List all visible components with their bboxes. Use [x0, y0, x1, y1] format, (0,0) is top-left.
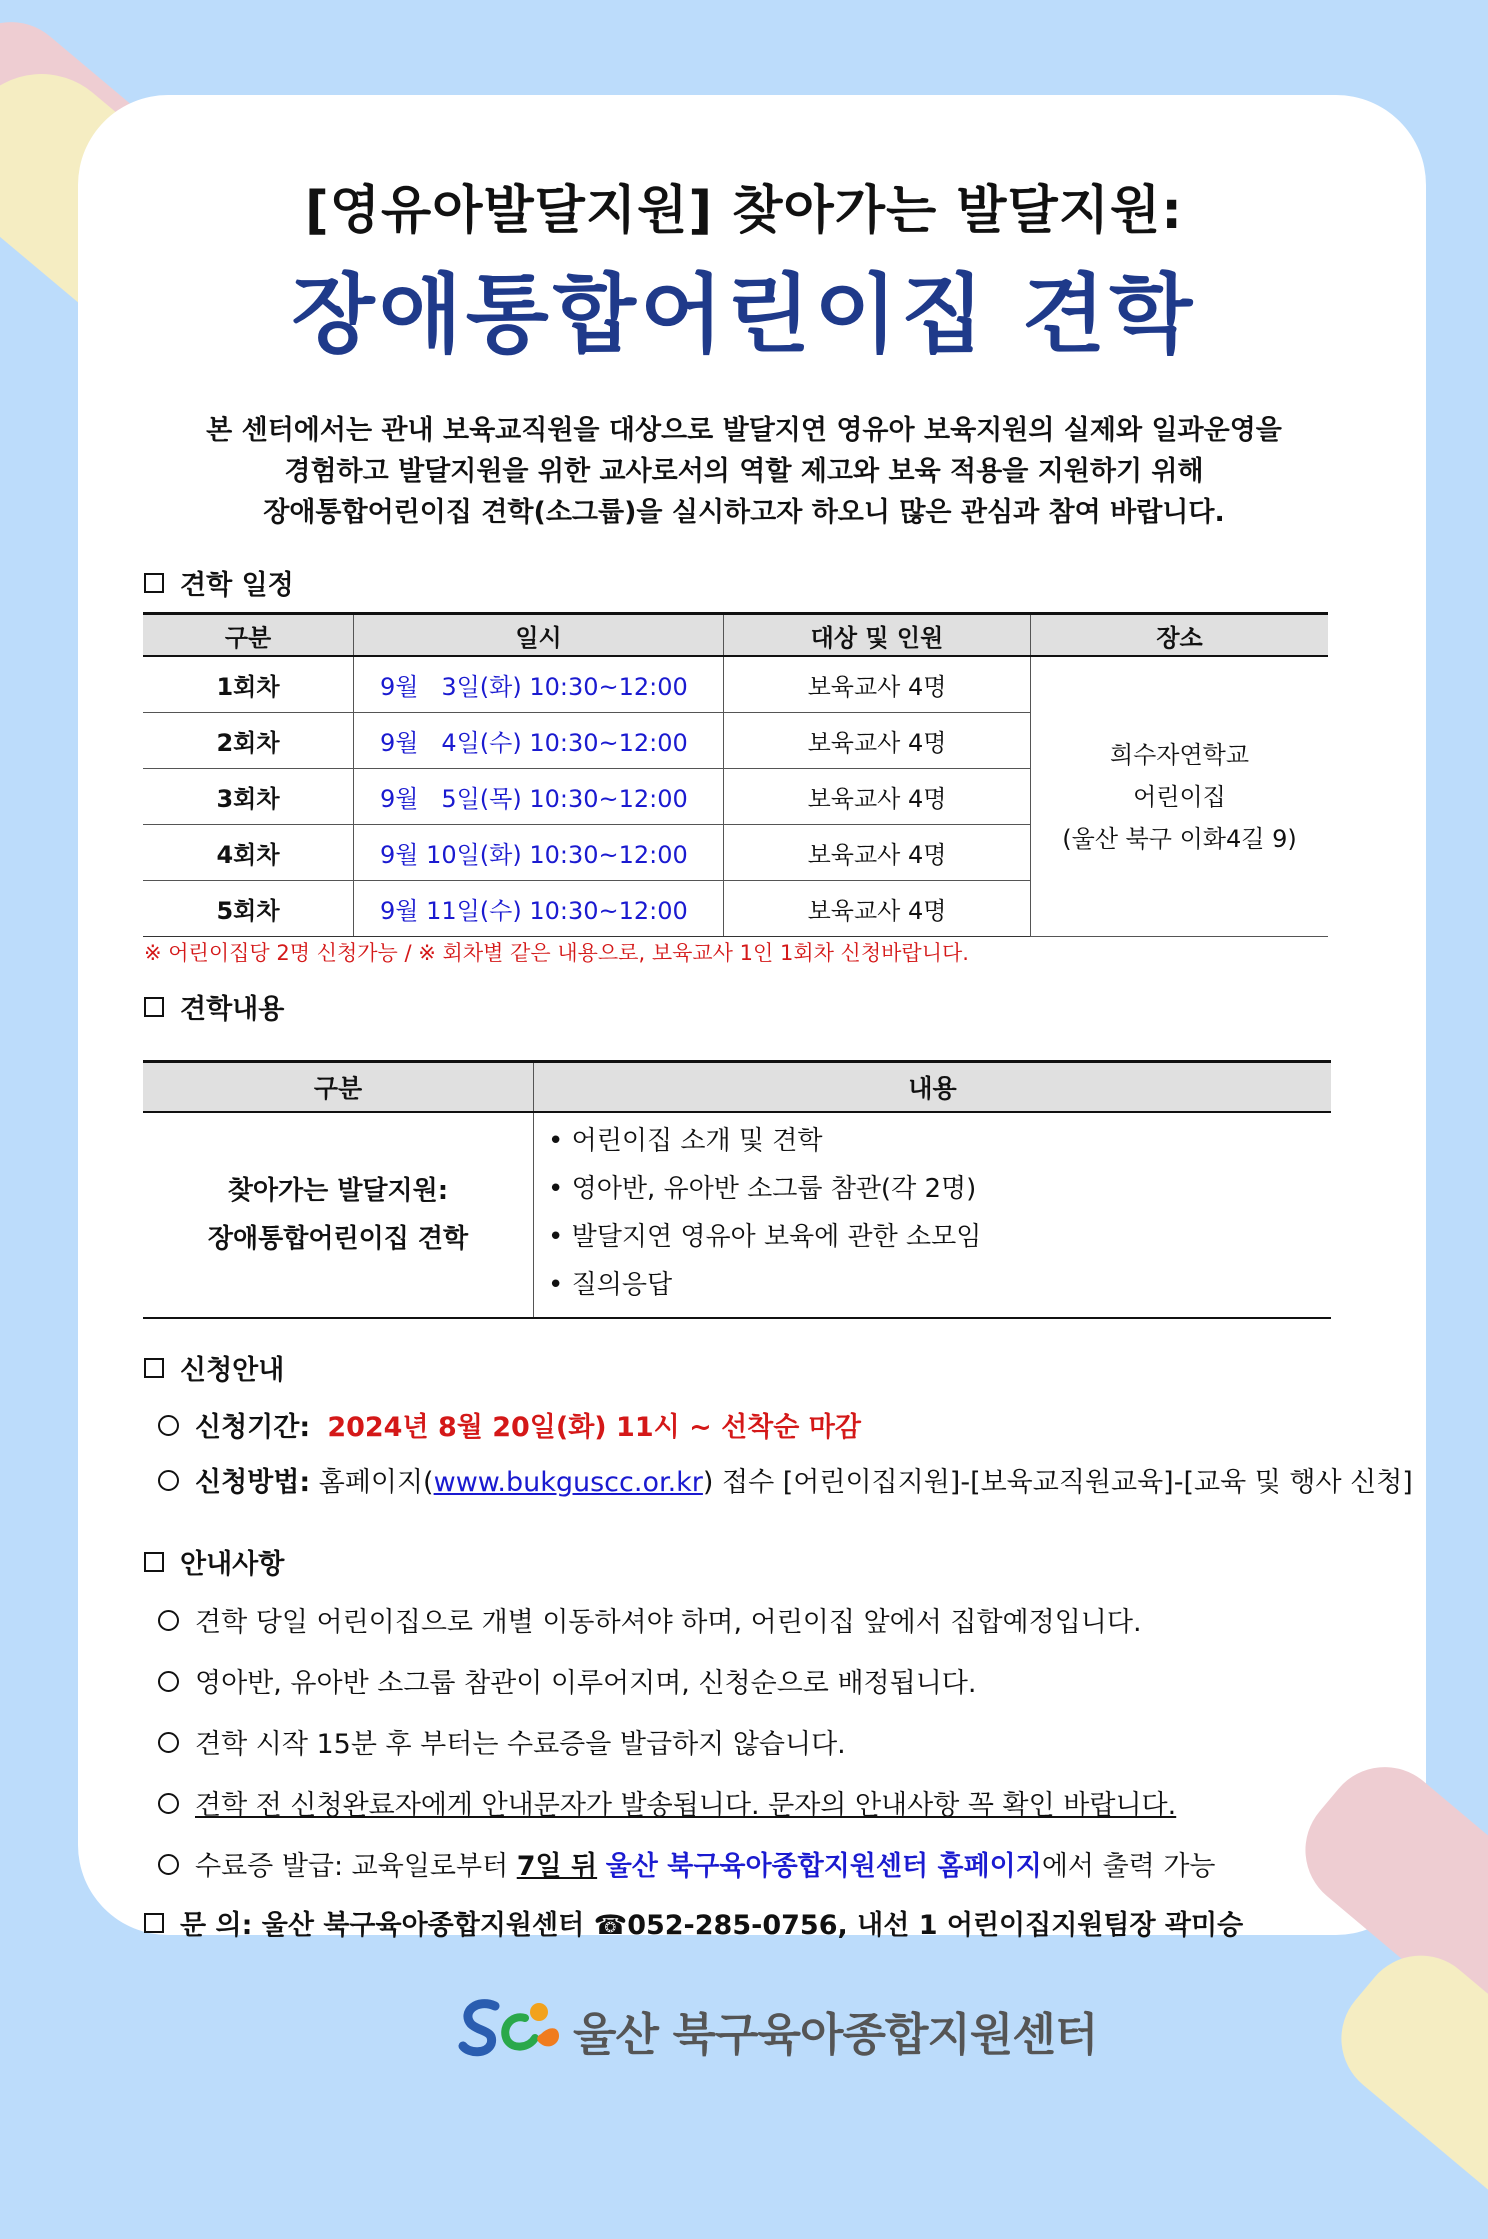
intro-line: 경험하고 발달지원을 위한 교사로서의 역할 제고와 보육 적용을 지원하기 위해	[284, 456, 1204, 487]
target-cell: 보육교사 4명	[724, 769, 1031, 825]
apply-period-value: 2024년 8월 20일(화) 11시 ~ 선착순 마감	[327, 1412, 861, 1443]
notice-item: 견학 당일 어린이집으로 개별 이동하셔야 하며, 어린이집 앞에서 집합예정입니다.	[158, 1600, 1142, 1639]
checkbox-square-icon	[144, 997, 164, 1017]
circle-bullet-icon	[158, 1854, 179, 1875]
notice-item: 견학 시작 15분 후 부터는 수료증을 발급하지 않습니다.	[158, 1722, 846, 1761]
homepage-link[interactable]: www.bukguscc.or.kr	[433, 1467, 703, 1498]
section-heading-notices: 안내사항	[144, 1542, 284, 1581]
checkbox-square-icon	[144, 1552, 164, 1572]
circle-bullet-icon	[158, 1415, 179, 1436]
checkbox-square-icon	[144, 1913, 164, 1933]
table-header-row	[143, 614, 1328, 657]
round-cell: 3회차	[143, 769, 354, 825]
circle-bullet-icon	[158, 1671, 179, 1692]
intro-paragraph	[140, 410, 1348, 533]
date-cell: 9월 3일(화) 10:30~12:00	[354, 656, 724, 713]
notice-certificate: 수료증 발급: 교육일로부터 7일 뒤 울산 북구육아종합지원센터 홈페이지에서 출력 가능	[158, 1844, 1216, 1883]
circle-bullet-icon	[158, 1732, 179, 1753]
list-item: • 발달지연 영유아 보육에 관한 소모임	[548, 1222, 982, 1252]
notice-item: 영아반, 유아반 소그룹 참관이 이루어지며, 신청순으로 배정됩니다.	[158, 1661, 976, 1700]
table-row	[143, 1112, 1331, 1318]
section-heading-content: 견학내용	[144, 987, 284, 1026]
date-cell: 9월 10일(화) 10:30~12:00	[354, 825, 724, 881]
center-logo-icon	[455, 1992, 570, 2062]
circle-bullet-icon	[158, 1793, 179, 1814]
table-row	[143, 656, 1328, 713]
checkbox-square-icon	[144, 573, 164, 593]
contact-line: 문 의: 울산 북구육아종합지원센터 ☎052-285-0756, 내선 1 어린이집지원팀장 곽미승	[144, 1903, 1243, 1942]
column-header: 장소	[1031, 614, 1329, 657]
circle-bullet-icon	[158, 1470, 179, 1491]
circle-bullet-icon	[158, 1610, 179, 1631]
date-cell: 9월 11일(수) 10:30~12:00	[354, 881, 724, 937]
section-heading-schedule: 견학 일정	[144, 563, 294, 602]
center-logo-text: 울산 북구육아종합지원센터	[573, 2008, 1098, 2061]
column-header: 내용	[534, 1062, 1332, 1113]
checkbox-square-icon	[144, 1358, 164, 1378]
column-header: 일시	[354, 614, 724, 657]
round-cell: 2회차	[143, 713, 354, 769]
target-cell: 보육교사 4명	[724, 881, 1031, 937]
notice-item: 견학 전 신청완료자에게 안내문자가 발송됩니다. 문자의 안내사항 꼭 확인 바랍니다.	[158, 1783, 1176, 1822]
page-title: 장애통합어린이집 견학	[291, 265, 1197, 365]
intro-line: 장애통합어린이집 견학(소그룹)을 실시하고자 하오니 많은 관심과 참여 바랍니다.	[263, 497, 1225, 528]
list-item: • 영아반, 유아반 소그룹 참관(각 2명)	[548, 1174, 977, 1204]
target-cell: 보육교사 4명	[724, 713, 1031, 769]
apply-period: 신청기간: 2024년 8월 20일(화) 11시 ~ 선착순 마감	[158, 1405, 861, 1444]
column-header: 구분	[143, 1062, 534, 1113]
round-cell: 5회차	[143, 881, 354, 937]
category-cell: 찾아가는 발달지원: 장애통합어린이집 견학	[143, 1112, 534, 1318]
list-item: • 어린이집 소개 및 견학	[548, 1126, 823, 1156]
date-cell: 9월 4일(수) 10:30~12:00	[354, 713, 724, 769]
column-header: 대상 및 인원	[724, 614, 1031, 657]
table-header-row	[143, 1062, 1331, 1113]
intro-line: 본 센터에서는 관내 보육교직원을 대상으로 발달지연 영유아 보육지원의 실제와 일과운영을	[206, 415, 1282, 446]
items-cell	[534, 1112, 1332, 1318]
section-heading-apply: 신청안내	[144, 1348, 284, 1387]
title-line-1: [영유아발달지원] 찾아가는 발달지원:	[304, 181, 1183, 241]
content-table	[143, 1060, 1331, 1319]
date-cell: 9월 5일(목) 10:30~12:00	[354, 769, 724, 825]
target-cell: 보육교사 4명	[724, 825, 1031, 881]
target-cell: 보육교사 4명	[724, 656, 1031, 713]
schedule-note: ※ 어린이집당 2명 신청가능 / ※ 회차별 같은 내용으로, 보육교사 1인 1회차 신청바랍니다.	[144, 941, 969, 965]
round-cell: 1회차	[143, 656, 354, 713]
column-header: 구분	[143, 614, 354, 657]
list-item: • 질의응답	[548, 1270, 673, 1300]
schedule-table	[143, 612, 1328, 937]
place-cell: 희수자연학교 어린이집 (울산 북구 이화4길 9)	[1031, 656, 1329, 937]
apply-method: 신청방법: 홈페이지(www.bukguscc.or.kr) 접수 [어린이집지원]-[보육교직원교육]-[교육 및 행사 신청]	[158, 1460, 1413, 1499]
round-cell: 4회차	[143, 825, 354, 881]
center-logo	[455, 1992, 1098, 2062]
